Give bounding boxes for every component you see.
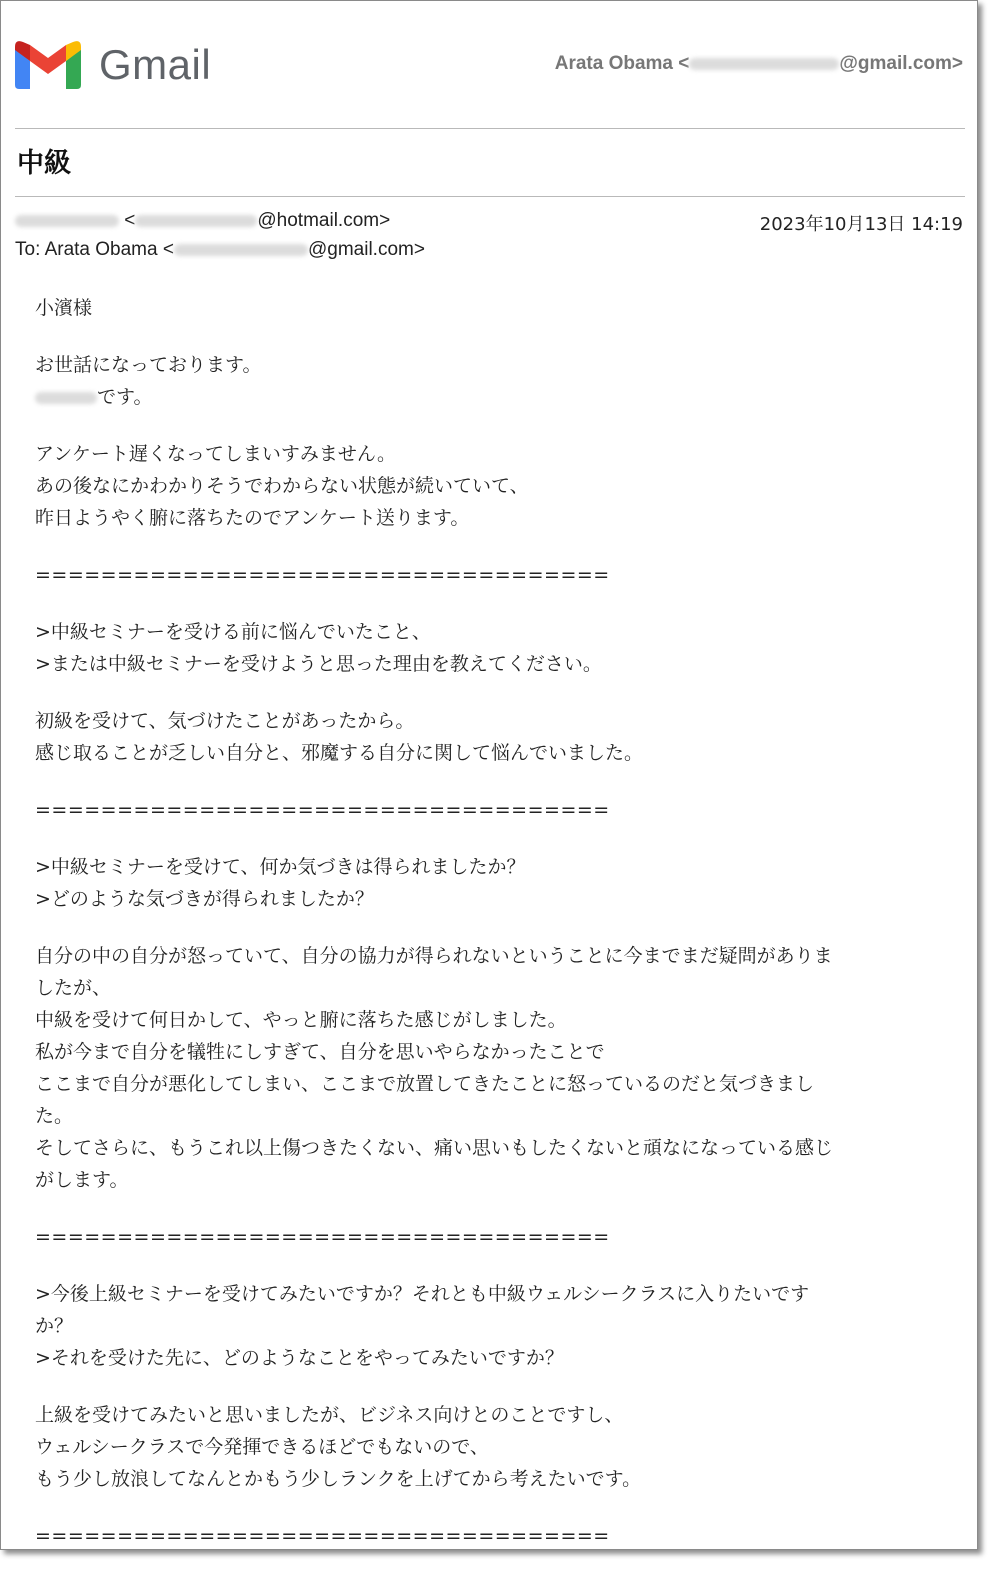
body-line: もう少し放浪してなんとかもう少しランクを上げてから考えたいです。 [35,1468,642,1490]
body-line: >中級セミナーを受けて、何か気づきは得られましたか？ [35,856,526,878]
body-line: た。 [35,1105,74,1127]
body-line: 初級を受けて、気づけたことがあったから。 [35,710,415,732]
body-line: か？ [35,1315,74,1337]
account-name: Arata Obama [554,53,674,74]
body-line: お世話になっております。 [35,354,262,376]
body-line: >それを受けた先に、どのようなことをやってみたいですか？ [35,1347,564,1369]
body-line: アンケート遅くなってしまいすみません。 [35,443,397,465]
recipient-email-open: < [162,239,174,260]
question-2 [35,851,947,915]
body-line: >どのような気づきが得られましたか？ [35,888,374,910]
separator [35,1221,947,1253]
account-info [555,53,963,75]
account-email-domain: @gmail.com> [839,53,963,74]
intro-paragraph [35,349,947,413]
separator-line: =================================== [35,1525,610,1547]
separator-line: =================================== [35,799,610,821]
recipient-line [15,239,425,261]
separator [35,559,947,591]
gmail-header [15,39,965,91]
body-line: 小濱様 [35,297,93,319]
email-subject: 中級 [17,148,71,179]
body-line: 上級を受けてみたいと思いましたが、ビジネス向けとのことですし、 [35,1404,624,1426]
answer-1 [35,705,947,769]
greeting [35,292,947,324]
redacted-email-blur [689,58,839,70]
body-line: 感じ取ることが乏しい自分と、邪魔する自分に関して悩んでいました。 [35,742,644,764]
body-line: 自分の中の自分が怒っていて、自分の協力が得られないということに今までまだ疑問がありま [35,945,833,967]
redacted-name-blur [35,392,97,404]
answer-3 [35,1399,947,1495]
divider [15,128,965,129]
divider [15,196,965,197]
redacted-sender-name-blur [15,215,119,227]
question-1 [35,616,947,680]
recipient-email-domain: @gmail.com> [307,239,425,260]
gmail-logo-icon[interactable] [15,41,81,89]
body-line: あの後なにかわかりそうでわからない状態が続いていて、 [35,475,529,497]
body-line: 中級を受けて何日かして、やっと腑に落ちた感じがしました。 [35,1009,567,1031]
body-line: がします。 [35,1169,129,1191]
email-date: 2023年10月13日 14:19 [759,214,963,235]
body-line: そしてさらに、もうこれ以上傷つきたくない、痛い思いもしたくないと頑なになっている感じ [35,1137,834,1159]
email-body [35,292,947,1577]
answer-2 [35,940,947,1196]
body-line: 私が今まで自分を犠牲にしすぎて、自分を思いやらなかったことで [35,1041,605,1063]
sender-email-open: < [124,210,136,231]
sender-line [15,210,390,232]
body-line: >今後上級セミナーを受けてみたいですか？それとも中級ウェルシークラスに入りたいです [35,1283,810,1305]
body-line-text: です。 [97,386,153,408]
redacted-recipient-email-blur [174,244,308,256]
body-line [35,381,947,413]
separator-line: =================================== [35,564,610,586]
body-line: >または中級セミナーを受けようと思った理由を教えてください。 [35,653,602,675]
separator-line: =================================== [35,1226,610,1248]
separator [35,794,947,826]
body-line: ウェルシークラスで今発揮できるほどでもないので、 [35,1436,489,1458]
recipient-name: To: Arata Obama [15,239,158,260]
sender-email-domain: @hotmail.com> [257,210,391,231]
separator [35,1520,947,1552]
body-line: 昨日ようやく腑に落ちたのでアンケート送ります。 [35,507,470,529]
gmail-logo-text: Gmail [99,41,212,88]
redacted-sender-email-blur [135,215,257,227]
question-3 [35,1278,947,1374]
account-email-open: < [678,53,690,74]
body-line: したが、 [35,977,112,999]
body-line: ここまで自分が悪化してしまい、ここまで放置してきたことに怒っているのだと気づきまし [35,1073,815,1095]
body-line: >中級セミナーを受ける前に悩んでいたこと、 [35,621,431,643]
apology-paragraph [35,438,947,534]
